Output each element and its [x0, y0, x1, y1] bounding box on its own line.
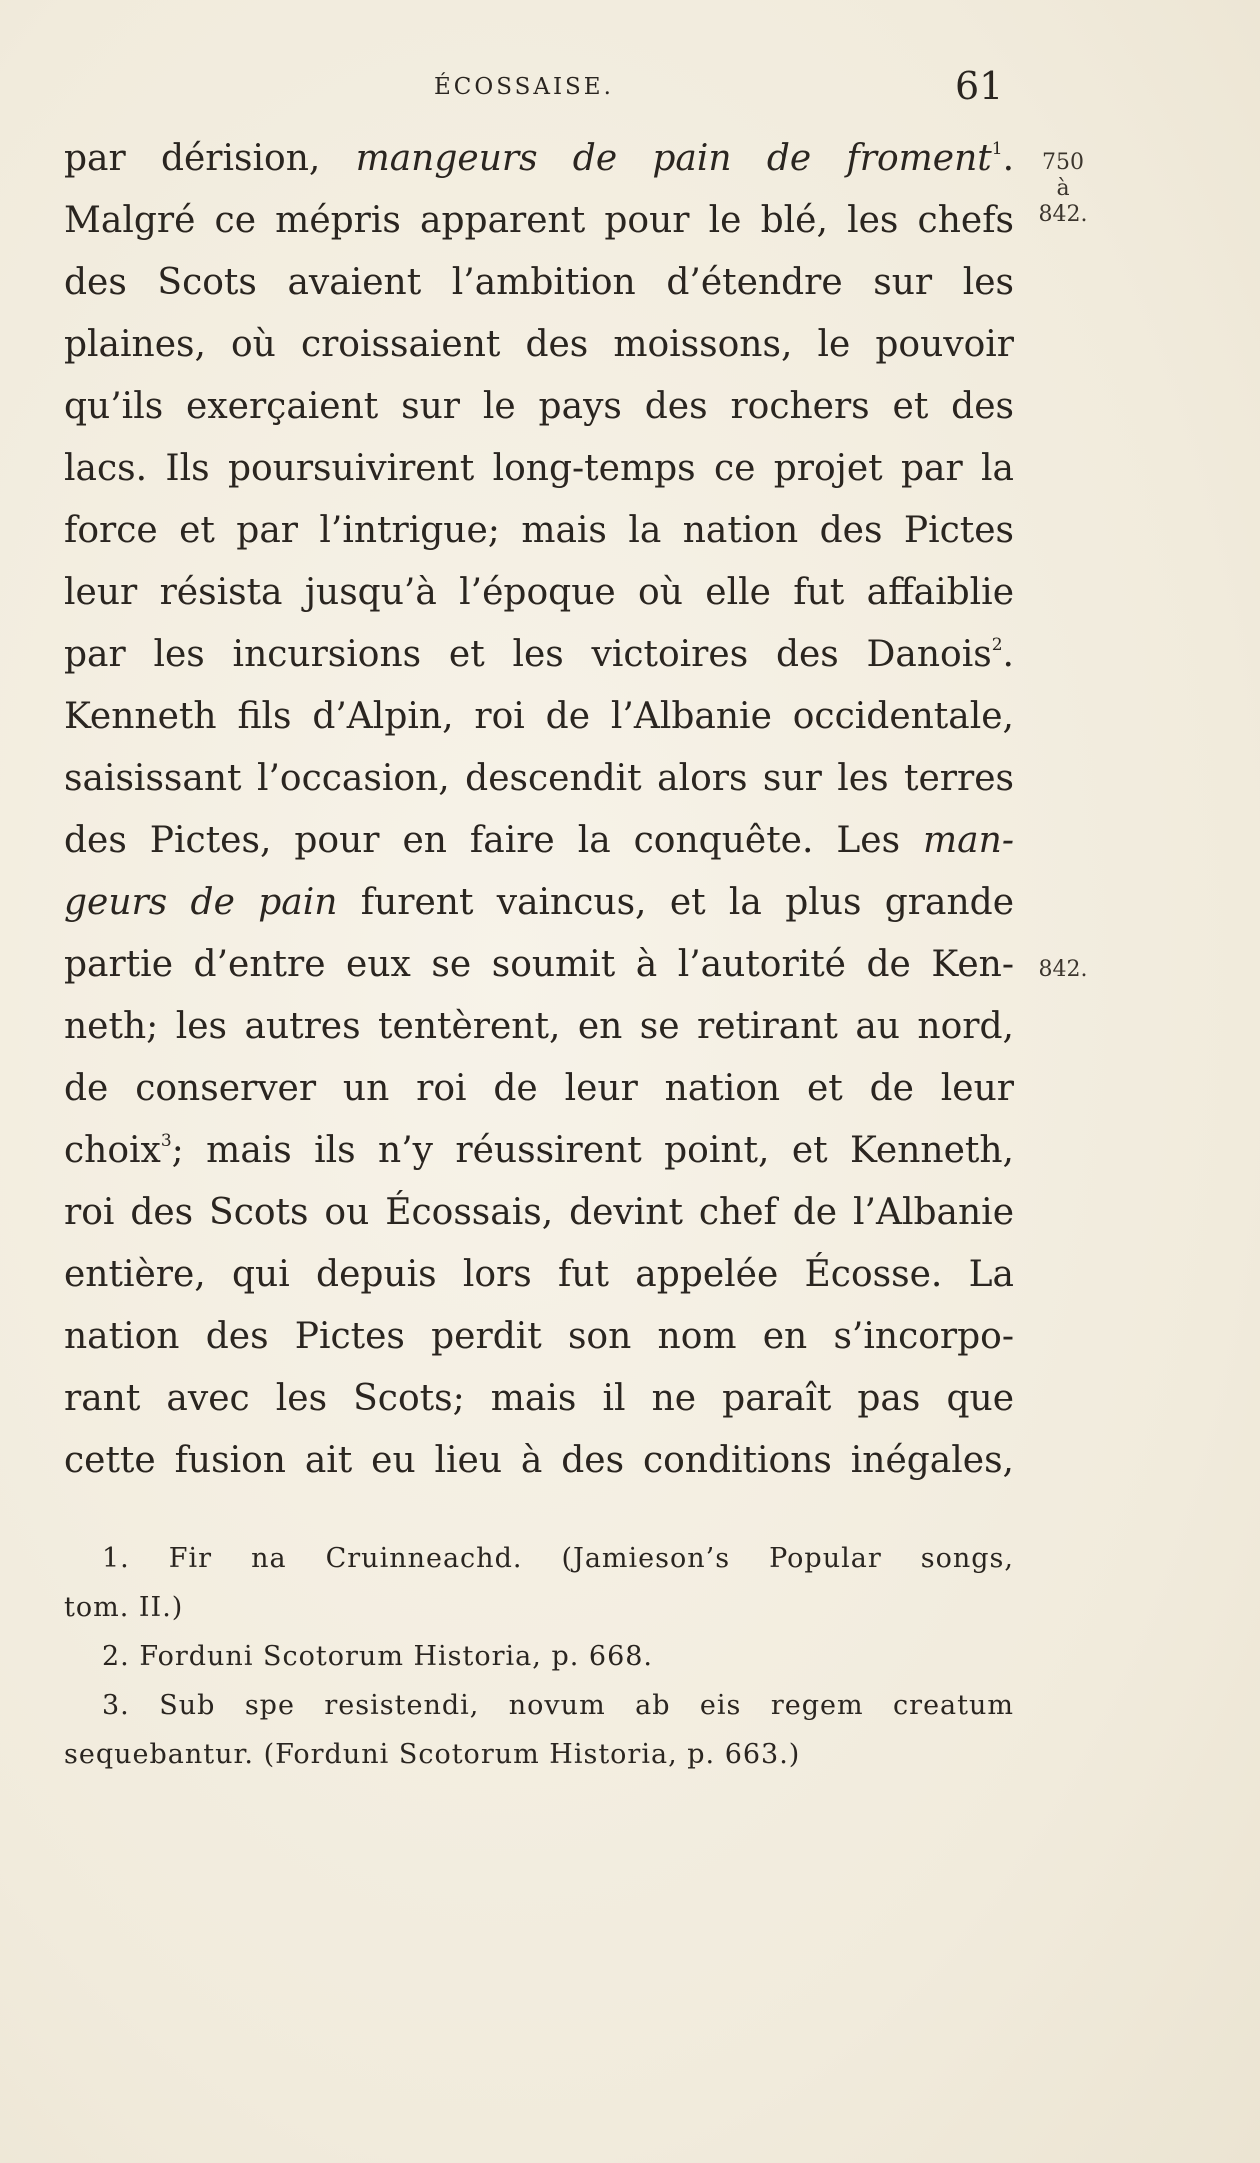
- text-line: [64, 624, 1014, 686]
- italic-phrase: man-: [923, 820, 1014, 861]
- text-line: entière, qui depuis lors fut appelée Écosse. La: [64, 1254, 1014, 1295]
- footnote-line: tom. II.): [64, 1592, 184, 1623]
- page-header: [62, 62, 1002, 112]
- text-line: roi des Scots ou Écossais, devint chef de l’Albanie: [64, 1192, 1014, 1233]
- text-line: saisissant l’occasion, descendit alors sur les terres: [64, 758, 1014, 799]
- text-line: force et par l’intrigue; mais la nation des Pictes: [64, 510, 1014, 551]
- text-line: lacs. Ils poursuivirent long-temps ce projet par la: [64, 448, 1014, 489]
- footnote-ref: 1: [991, 139, 1003, 159]
- footnote-line: 1. Fir na Cruinneachd. (Jamieson’s Popular songs,: [102, 1543, 1014, 1574]
- text-line: nation des Pictes perdit son nom en s’incorpo-: [64, 1316, 1014, 1357]
- text-line: [64, 1120, 1014, 1182]
- text-span: furent vaincus, et la plus grande: [337, 882, 1014, 923]
- footnote-line: sequebantur. (Forduni Scotorum Historia, p. 663.): [64, 1739, 801, 1770]
- text-line: Kenneth fils d’Alpin, roi de l’Albanie occidentale,: [64, 696, 1014, 737]
- text-span: ; mais ils n’y réussirent point, et Kenneth,: [171, 1130, 1014, 1171]
- running-head: ÉCOSSAISE.: [434, 74, 614, 100]
- italic-phrase: mangeurs de pain de froment: [355, 138, 992, 179]
- italic-phrase: geurs de pain: [64, 882, 338, 923]
- text-line: [64, 810, 1014, 872]
- footnotes: [64, 1534, 1014, 1779]
- text-span: .: [1002, 138, 1015, 179]
- body-text: [64, 128, 1014, 1492]
- footnote-ref: 3: [160, 1131, 172, 1151]
- text-line: rant avec les Scots; mais il ne paraît pas que: [64, 1378, 1014, 1419]
- margin-date-second: 842.: [1038, 957, 1088, 982]
- text-line: [64, 128, 1014, 190]
- footnote-line: 3. Sub spe resistendi, novum ab eis regem creatum: [102, 1690, 1014, 1721]
- text-line: des Scots avaient l’ambition d’étendre sur les: [64, 262, 1014, 303]
- text-line: [64, 872, 1014, 934]
- margin-date-separator: à: [1056, 176, 1070, 201]
- text-line: leur résista jusqu’à l’époque où elle fut affaiblie: [64, 572, 1014, 613]
- margin-date-range: [1030, 150, 1096, 228]
- text-line: de conserver un roi de leur nation et de leur: [64, 1068, 1014, 1109]
- text-span: des Pictes, pour en faire la conquête. Les: [64, 820, 924, 861]
- text-line: partie d’entre eux se soumit à l’autorité de Ken-: [64, 944, 1014, 985]
- text-span: .: [1002, 634, 1014, 675]
- text-line: Malgré ce mépris apparent pour le blé, les chefs: [64, 200, 1014, 241]
- margin-date-start: 750: [1042, 150, 1084, 175]
- margin-date-end: 842.: [1038, 202, 1088, 227]
- footnote-line: 2. Forduni Scotorum Historia, p. 668.: [102, 1641, 654, 1672]
- page-number: 61: [955, 64, 1004, 108]
- text-span: par dérision,: [64, 138, 356, 179]
- footnote-ref: 2: [991, 635, 1003, 655]
- text-line: plaines, où croissaient des moissons, le pouvoir: [64, 324, 1014, 365]
- text-line: neth; les autres tentèrent, en se retirant au nord,: [64, 1006, 1014, 1047]
- text-line: qu’ils exerçaient sur le pays des rochers et des: [64, 386, 1014, 427]
- text-line: cette fusion ait eu lieu à des conditions inégales,: [64, 1440, 1014, 1481]
- text-span: par les incursions et les victoires des Danois: [64, 634, 992, 675]
- text-span: choix: [64, 1130, 161, 1171]
